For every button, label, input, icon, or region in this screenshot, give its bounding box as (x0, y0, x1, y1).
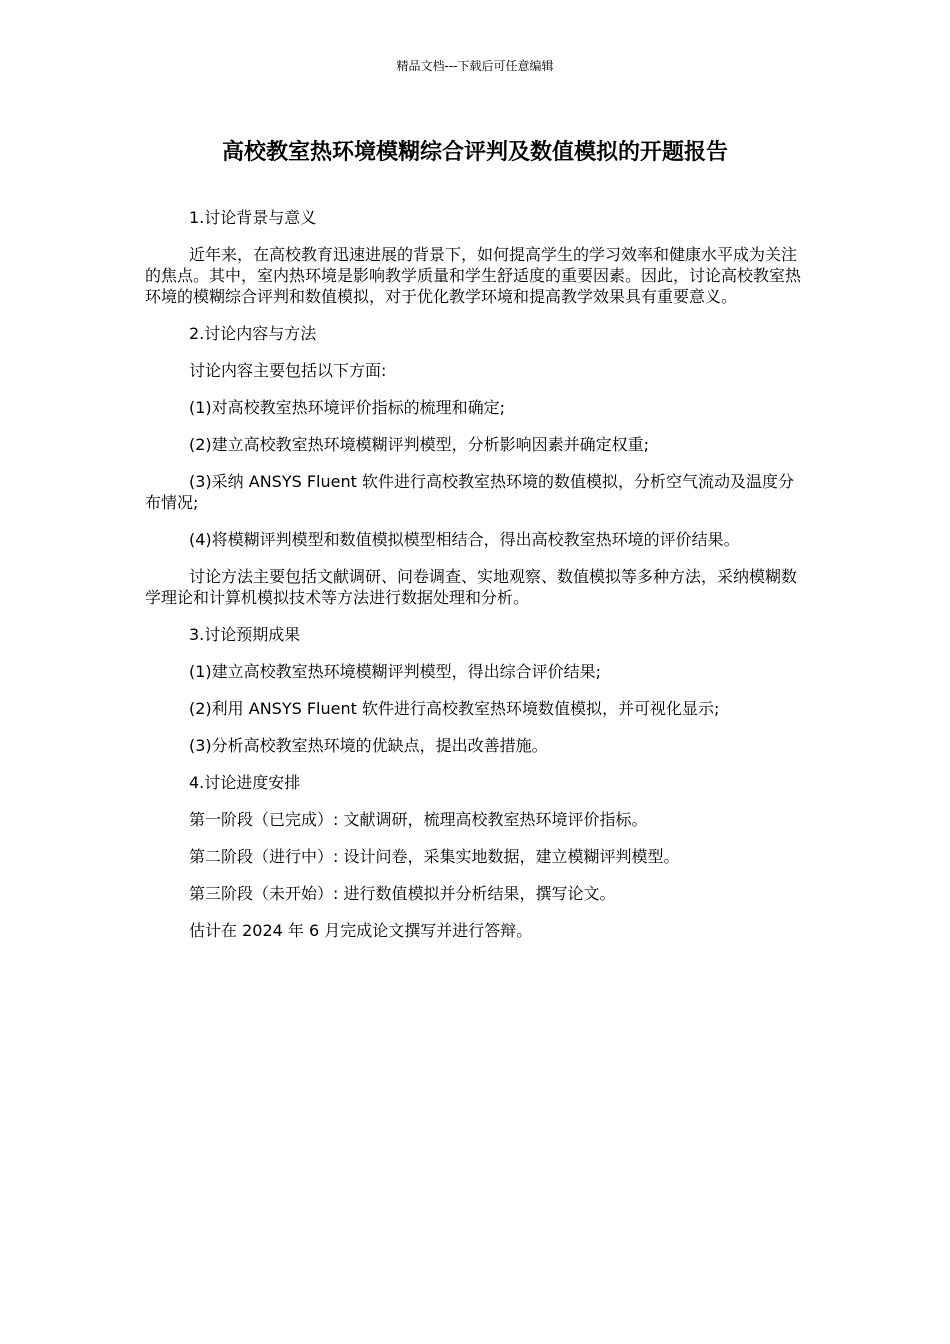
schedule-stage-3: 第三阶段（未开始）: 进行数值模拟并分析结果，撰写论文。 (189, 884, 616, 903)
schedule-stage-1: 第一阶段（已完成）: 文献调研，梳理高校教室热环境评价指标。 (189, 810, 648, 829)
list-item-result-2: (2)利用 ANSYS Fluent 软件进行高校教室热环境数值模拟，并可视化显示; (189, 699, 720, 718)
paragraph-methods: 讨论方法主要包括文献调研、问卷调查、实地观察、数值模拟等多种方法，采纳模糊数学理论和计算机模拟技术等方法进行数据处理和分析。 (145, 567, 798, 607)
document-body (145, 207, 807, 957)
schedule-completion-note: 估计在 2024 年 6 月完成论文撰写并进行答辩。 (189, 921, 533, 940)
section-heading-expected-results: 3.讨论预期成果 (189, 625, 301, 644)
list-item-content-2: (2)建立高校教室热环境模糊评判模型，分析影响因素并确定权重; (189, 435, 650, 454)
list-item-result-1: (1)建立高校教室热环境模糊评判模型，得出综合评价结果; (189, 662, 602, 681)
section-heading-background: 1.讨论背景与意义 (189, 208, 317, 227)
paragraph-background: 近年来，在高校教育迅速进展的背景下，如何提高学生的学习效率和健康水平成为关注的焦点。其中，室内热环境是影响教学质量和学生舒适度的重要因素。因此，讨论高校教室热环境的模糊综合评判和数值模拟，对于优化教学环境和提高教学效果具有重要意义。 (145, 245, 802, 306)
header-note: 精品文档---下载后可任意编辑 (396, 59, 554, 73)
list-item-result-3: (3)分析高校教室热环境的优缺点，提出改善措施。 (189, 736, 548, 755)
schedule-stage-2: 第二阶段（进行中）: 设计问卷，采集实地数据，建立模糊评判模型。 (189, 847, 680, 866)
list-item-content-4: (4)将模糊评判模型和数值模拟模型相结合，得出高校教室热环境的评价结果。 (189, 530, 740, 549)
list-item-content-3: (3)采纳 ANSYS Fluent 软件进行高校教室热环境的数值模拟，分析空气流动及温度分布情况; (145, 472, 794, 512)
paragraph-content-intro: 讨论内容主要包括以下方面: (189, 361, 387, 380)
document-title: 高校教室热环境模糊综合评判及数值模拟的开题报告 (221, 140, 728, 165)
list-item-content-1: (1)对高校教室热环境评价指标的梳理和确定; (189, 398, 506, 417)
section-heading-schedule: 4.讨论进度安排 (189, 773, 301, 792)
section-heading-content-method: 2.讨论内容与方法 (189, 324, 317, 343)
